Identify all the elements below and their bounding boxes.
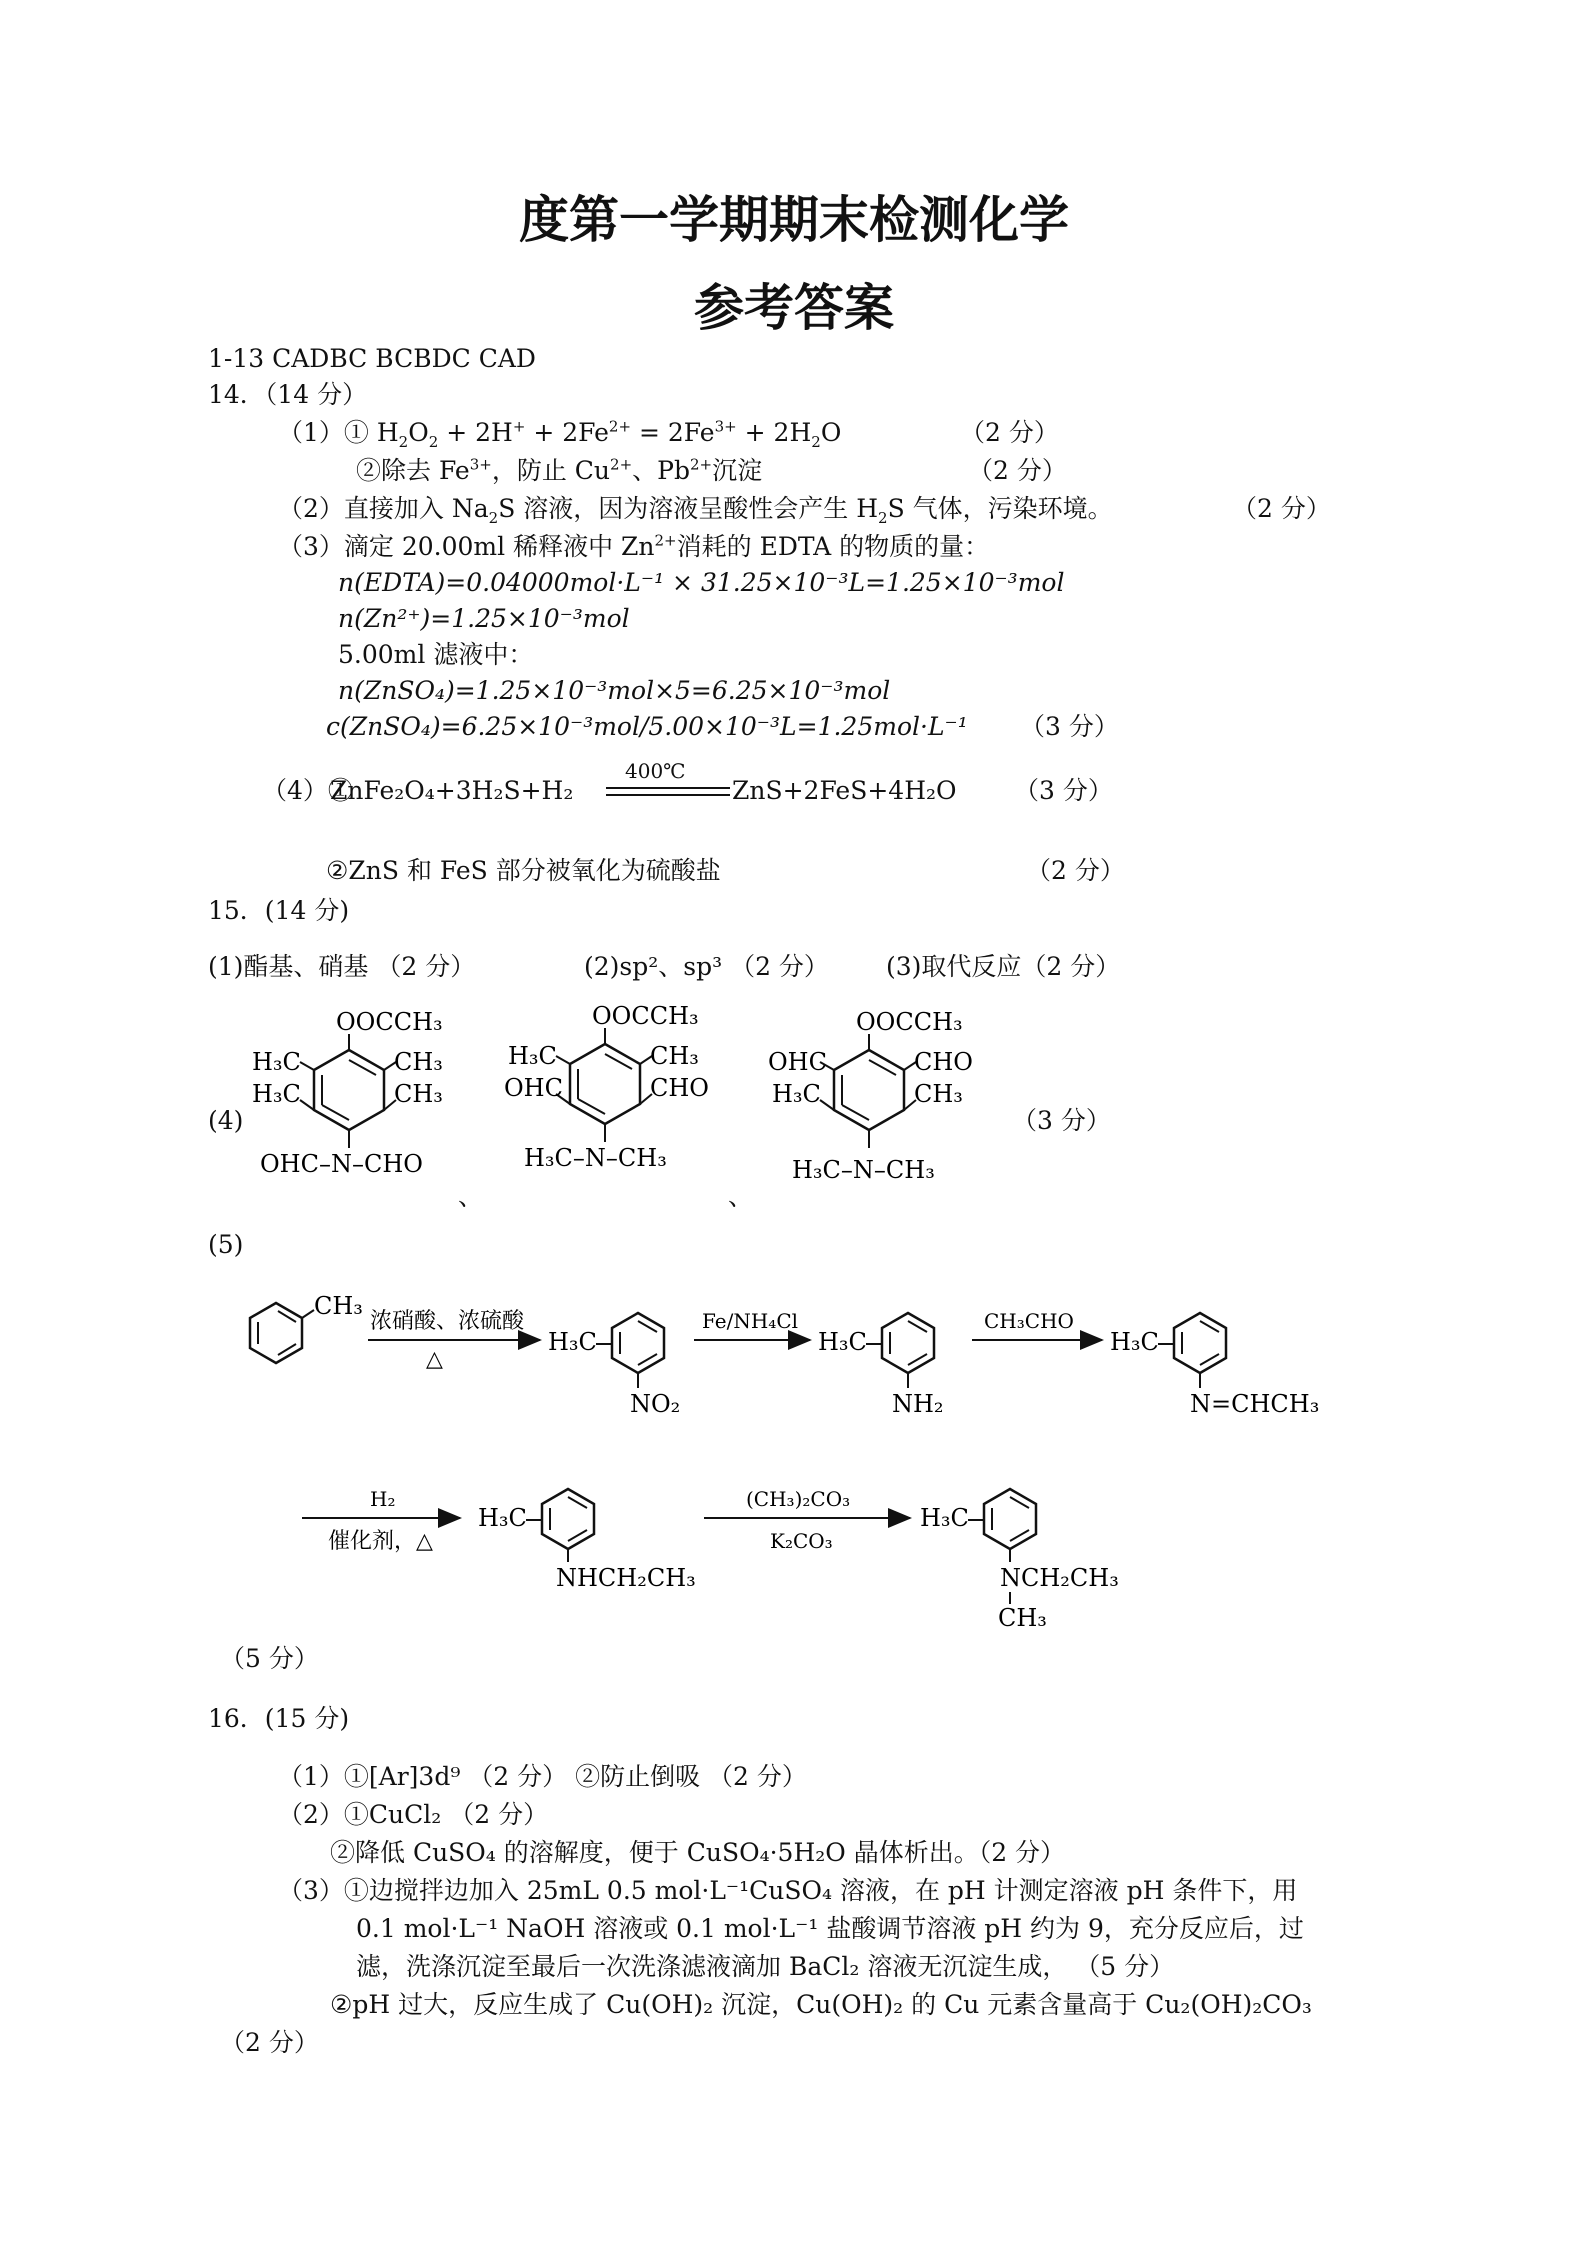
- q14-p1-2: ②除去 $Fe^{3+}$，防止 $Cu^{2+}$、$Pb^{2+}$沉淀: [356, 455, 763, 485]
- route-start-ch3: CH₃: [314, 1292, 363, 1320]
- m5-bottom-2: CH₃: [998, 1604, 1047, 1632]
- q16-p1: （1）①[Ar]3d⁹ （2 分） ②防止倒吸 （2 分）: [278, 1762, 807, 1791]
- q16-p3-2: 0.1 mol·L⁻¹ NaOH 溶液或 0.1 mol·L⁻¹ 盐酸调节溶液 pH 约为 9，充分反应后，过: [356, 1914, 1304, 1943]
- s1-top: OOCCH₃: [336, 1010, 443, 1036]
- s3-right-2: CH₃: [914, 1080, 963, 1108]
- q14-p4-equals-line-top: [606, 787, 730, 789]
- s1-right-1: CH₃: [394, 1048, 443, 1076]
- arrow1-top: 浓硝酸、浓硫酸: [370, 1309, 525, 1334]
- q14-p4-2: ②ZnS 和 FeS 部分被氧化为硫酸盐: [326, 856, 721, 885]
- s2-left-2: OHC: [504, 1074, 563, 1102]
- q15-structure-2: [500, 1004, 730, 1194]
- q14-p3-cznso4: c(ZnSO₄)=6.25×10⁻³mol/5.00×10⁻³L=1.25mol·L⁻¹: [326, 712, 968, 741]
- q14-p4-condition: 400℃: [625, 759, 686, 783]
- s2-right-1: CH₃: [650, 1042, 699, 1070]
- q15-heading: 15．(14 分): [208, 896, 350, 925]
- page-subtitle: 参考答案: [694, 279, 894, 337]
- q14-p2-mid: S 溶液，因为溶液呈酸性会产生 H: [498, 494, 879, 523]
- arrow4-top: H₂: [370, 1487, 396, 1511]
- q14-p4-right: ZnS+2FeS+4H₂O: [732, 776, 957, 805]
- m5-left: H₃C: [920, 1504, 969, 1532]
- q14-p3-edta: n(EDTA)=0.04000mol·L⁻¹ × 31.25×10⁻³L=1.25×10⁻³mol: [338, 568, 1065, 597]
- q16-p3-1: （3）①边搅拌边加入 25mL 0.5 mol·L⁻¹CuSO₄ 溶液，在 pH 计测定溶液 pH 条件下，用: [278, 1876, 1298, 1905]
- s2-left-1: H₃C: [508, 1042, 557, 1070]
- q15-p1: (1)酯基、硝基 （2 分）: [208, 952, 476, 981]
- s1-right-2: CH₃: [394, 1080, 443, 1108]
- q14-p1-1: （1）① $H_2O_2 + 2H^+ + 2Fe^{2+} = 2Fe^{3+} + 2H_2O$: [278, 417, 842, 451]
- arrow5-top: (CH₃)₂CO₃: [746, 1487, 851, 1511]
- q16-p3-3: 滤，洗涤沉淀至最后一次洗涤滤液滴加 BaCl₂ 溶液无沉淀生成， （5 分）: [356, 1952, 1175, 1981]
- q14-p2-post: S 气体，污染环境。: [887, 494, 1113, 523]
- m3-bottom: N=CHCH₃: [1190, 1390, 1320, 1418]
- arrow4-bottom: 催化剂，△: [328, 1529, 433, 1554]
- s3-left-1: OHC: [768, 1048, 827, 1076]
- q14-p2-pre: （2）直接加入 Na: [278, 494, 489, 523]
- s3-right-1: CHO: [914, 1048, 973, 1076]
- q16-p3-4: ②pH 过大，反应生成了 Cu(OH)₂ 沉淀，Cu(OH)₂ 的 Cu 元素含量高于 Cu₂(OH)₂CO₃: [330, 1990, 1312, 2019]
- m4-bottom: NHCH₂CH₃: [556, 1564, 696, 1592]
- s1-left-2: H₃C: [252, 1080, 301, 1108]
- m1-bottom: NO₂: [630, 1390, 681, 1418]
- q15-structure-1: [244, 1010, 454, 1200]
- q15-separator-1: 、: [458, 1182, 484, 1211]
- q15-p3: (3)取代反应（2 分）: [886, 952, 1121, 981]
- arrow3-top: CH₃CHO: [984, 1309, 1074, 1333]
- s3-top: OOCCH₃: [856, 1010, 963, 1036]
- q15-p4-score: （3 分）: [1012, 1106, 1111, 1135]
- q15-p5-score: （5 分）: [220, 1644, 319, 1673]
- answers-1-13: 1-13 CADBC BCBDC CAD: [208, 344, 536, 373]
- q16-p2-1: （2）①CuCl₂ （2 分）: [278, 1800, 549, 1829]
- q15-p4-label: (4): [208, 1106, 244, 1135]
- arrow1-bottom: △: [426, 1347, 443, 1372]
- q14-p4-left: ZnFe₂O₄+3H₂S+H₂: [330, 776, 574, 805]
- q14-p4-2-score: （2 分）: [1026, 856, 1125, 885]
- q14-p3-score: （3 分）: [1020, 712, 1119, 741]
- q14-p1-2-pre: ②除去 Fe: [356, 456, 470, 485]
- arrow2-top: Fe/NH₄Cl: [702, 1309, 799, 1333]
- q14-heading: 14．（14 分）: [208, 380, 368, 409]
- q15-p2: (2)sp²、sp³ （2 分）: [584, 952, 829, 981]
- q14-p1-2-mid: ，防止 Cu: [491, 456, 611, 485]
- m4-left: H₃C: [478, 1504, 527, 1532]
- q15-synthesis-route: [210, 1276, 1340, 1646]
- page-title: 度第一学期期末检测化学: [519, 191, 1069, 249]
- m5-bottom: NCH₂CH₃: [1000, 1564, 1119, 1592]
- q14-p3-post: 消耗的 EDTA 的物质的量：: [676, 532, 990, 561]
- q16-p3-score: （2 分）: [220, 2028, 319, 2057]
- m2-left: H₃C: [818, 1328, 867, 1356]
- s3-bottom: H₃C–N–CH₃: [792, 1156, 935, 1184]
- q15-separator-2: 、: [728, 1182, 754, 1211]
- m1-left: H₃C: [548, 1328, 597, 1356]
- q14-p2-score: （2 分）: [1232, 494, 1331, 523]
- s2-top: OOCCH₃: [592, 1004, 699, 1030]
- q14-p4-score: （3 分）: [1014, 776, 1113, 805]
- q14-p3-filtrate: 5.00ml 滤液中：: [338, 640, 534, 669]
- s1-bottom: OHC–N–CHO: [260, 1150, 423, 1178]
- s1-left-1: H₃C: [252, 1048, 301, 1076]
- q14-p3: （3）滴定 20.00ml 稀释液中 $Zn^{2+}$消耗的 EDTA 的物质的量：: [278, 531, 990, 561]
- q14-p1-1-score: （2 分）: [960, 418, 1059, 447]
- q16-p2-2: ②降低 CuSO₄ 的溶解度，便于 CuSO₄·5H₂O 晶体析出。（2 分）: [330, 1838, 1066, 1867]
- q14-p1-1-label: （1）①: [278, 418, 369, 447]
- q15-p5-label: (5): [208, 1230, 244, 1259]
- q16-heading: 16．(15 分): [208, 1704, 350, 1733]
- q15-structure-3: [764, 1010, 994, 1200]
- q14-p1-2-post: 沉淀: [712, 456, 763, 485]
- q14-p1-2-score: （2 分）: [968, 456, 1067, 485]
- q14-p3-zn: n(Zn²⁺)=1.25×10⁻³mol: [338, 604, 630, 633]
- q14-p2: （2）直接加入 $Na_2S$ 溶液，因为溶液呈酸性会产生 $H_2S$ 气体，污染环境。: [278, 494, 1113, 527]
- q14-p4-equals-line-bottom: [606, 794, 730, 796]
- s3-left-2: H₃C: [772, 1080, 821, 1108]
- q14-p1-2-mid2: 、Pb: [632, 456, 690, 485]
- q14-p4-label: （4）①: [262, 776, 353, 805]
- q14-p3-nznso4: n(ZnSO₄)=1.25×10⁻³mol×5=6.25×10⁻³mol: [338, 676, 891, 705]
- s2-bottom: H₃C–N–CH₃: [524, 1144, 667, 1172]
- s2-right-2: CHO: [650, 1074, 709, 1102]
- q14-p3-pre: （3）滴定 20.00ml 稀释液中 Zn: [278, 532, 655, 561]
- arrow5-bottom: K₂CO₃: [770, 1529, 833, 1553]
- m3-left: H₃C: [1110, 1328, 1159, 1356]
- m2-bottom: NH₂: [892, 1390, 944, 1418]
